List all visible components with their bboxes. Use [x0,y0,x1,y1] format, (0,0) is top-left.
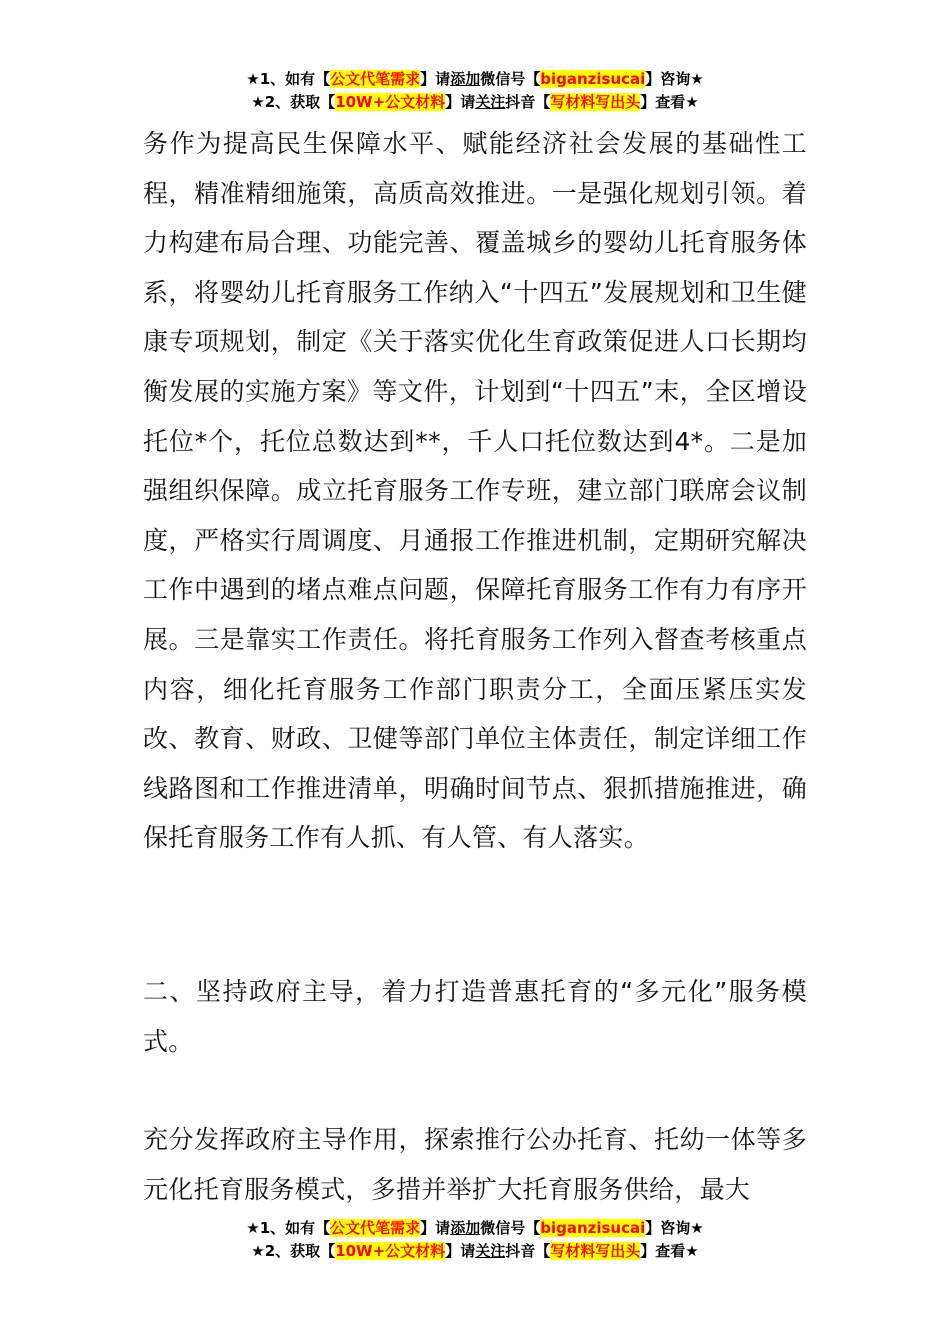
banner-add-text: 添加 [450,70,481,88]
footer-line1-mid1: 】请 [420,1219,451,1237]
banner-line2-prefix: ★2、获取【 [251,93,336,111]
banner-wechat-id: biganzisucai [540,70,646,88]
banner-line-2 [0,91,950,114]
banner-materials-highlight: 10W+公文材料 [335,93,446,111]
footer-materials-highlight: 10W+公文材料 [335,1242,446,1260]
banner-line2-mid1: 】请 [445,93,476,111]
banner-douyin-id: 写材料写出头 [550,93,641,111]
banner-line2-suffix: 】查看★ [640,93,699,111]
banner-service-highlight: 公文代笔需求 [330,70,421,88]
banner-line1-mid1: 】请 [420,70,451,88]
footer-banner [0,1217,950,1263]
footer-service-highlight: 公文代笔需求 [330,1219,421,1237]
footer-line1-prefix: ★1、如有【 [246,1219,331,1237]
body-paragraph-3: 充分发挥政府主导作用，探索推行公办托育、托幼一体等多元化托育服务模式，多措并举扩大托育服务供给，最大 [143,1125,807,1204]
footer-douyin-id: 写材料写出头 [550,1242,641,1260]
footer-banner-line-1 [0,1217,950,1240]
header-banner [0,68,950,114]
body-paragraph-1: 务作为提高民生保障水平、赋能经济社会发展的基础性工程，精准精细施策，高质高效推进。一是强化规划引领。着力构建布局合理、功能完善、覆盖城乡的婴幼儿托育服务体系，将婴幼儿托育服务工作纳入“十四五”发展规划和卫生健康专项规划，制定《关于落实优化生育政策促进人口长期均衡发展的实施方案》等文件，计划到“十四五”末，全区增设托位*个，托位总数达到**，千人口托位数达到4*。二是加强组织保障。成立托育服务工作专班，建立部门联席会议制度，严格实行周调度、月通报工作推进机制，定期研究解决工作中遇到的堵点难点问题，保障托育服务工作有力有序开展。三是靠实工作责任。将托育服务工作列入督查考核重点内容，细化托育服务工作部门职责分工，全面压紧压实发改、教育、财政、卫健等部门单位主体责任，制定详细工作线路图和工作推进清单，明确时间节点、狠抓措施推进，确保托育服务工作有人抓、有人管、有人落实。 [143,129,807,853]
footer-line1-mid2: 微信号【 [480,1219,541,1237]
banner-follow-text: 关注 [475,93,506,111]
footer-line2-mid2: 抖音【 [505,1242,551,1260]
footer-add-text: 添加 [450,1219,481,1237]
banner-line1-prefix: ★1、如有【 [246,70,331,88]
footer-line1-suffix: 】咨询★ [645,1219,704,1237]
footer-line2-suffix: 】查看★ [640,1242,699,1260]
footer-line2-mid1: 】请 [445,1242,476,1260]
banner-line1-suffix: 】咨询★ [645,70,704,88]
banner-line-1 [0,68,950,91]
footer-follow-text: 关注 [475,1242,506,1260]
footer-wechat-id: biganzisucai [540,1219,646,1237]
footer-banner-line-2 [0,1240,950,1263]
footer-line2-prefix: ★2、获取【 [251,1242,336,1260]
section-heading-2: 二、坚持政府主导，着力打造普惠托育的“多元化”服务模式。 [143,977,807,1056]
banner-line1-mid2: 微信号【 [480,70,541,88]
banner-line2-mid2: 抖音【 [505,93,551,111]
